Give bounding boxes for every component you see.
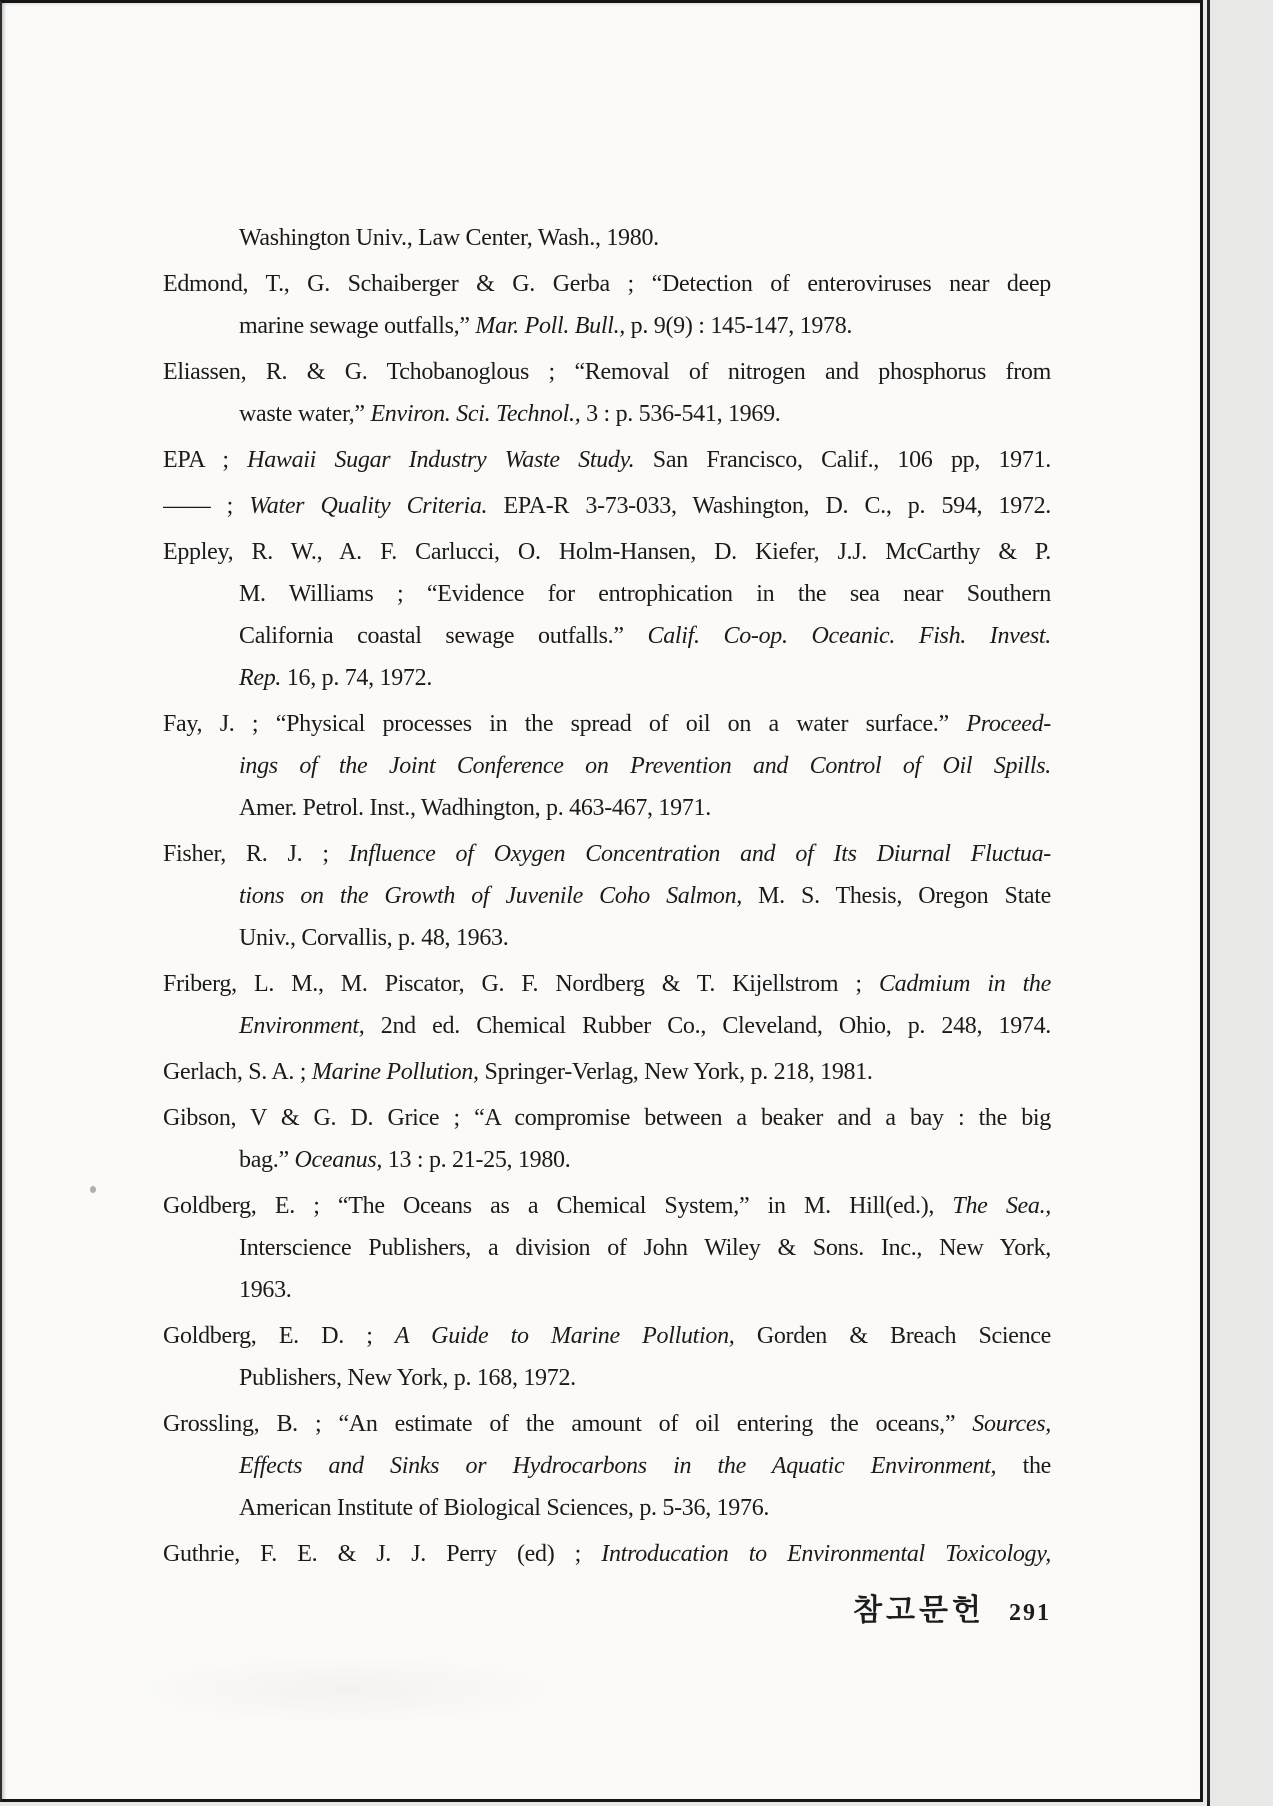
reference-title-run: Cadmium in the: [878, 971, 1051, 997]
reference-line: [163, 615, 1051, 657]
reference-text-run: 3 : p. 536-541, 1969.: [580, 401, 781, 427]
reference-text-run: California coastal sewage outfalls.”: [239, 623, 648, 649]
reference-title-run: The Sea.,: [952, 1193, 1051, 1219]
reference-title-run: Introducation to Environmental Toxicology,: [601, 1541, 1051, 1567]
reference-text-run: Gerlach, S. A. ;: [163, 1059, 312, 1085]
reference-line: [163, 1487, 1051, 1529]
page-edge-line: [1207, 0, 1210, 1806]
reference-title-run: Oceanus,: [294, 1147, 383, 1173]
reference-title-run: Water Quality Criteria.: [249, 493, 488, 519]
reference-line: [163, 351, 1051, 393]
reference-text-run: Fisher, R. J. ;: [163, 841, 349, 867]
reference-text-run: Goldberg, E. ; “The Oceans as a Chemical System,” in M. Hill(ed.),: [163, 1193, 953, 1219]
references-list: [163, 217, 1051, 1575]
reference-line: [163, 703, 1051, 745]
reference-title-run: Influence of Oxygen Concentration and of Its Diurnal Fluctua-: [348, 841, 1051, 867]
reference-line: [163, 833, 1051, 875]
reference-text-run: Univ., Corvallis, p. 48, 1963.: [239, 925, 509, 951]
reference-text-run: Amer. Petrol. Inst., Wadhington, p. 463-467, 1971.: [239, 795, 711, 821]
reference-line: [163, 1139, 1051, 1181]
reference-text-run: Publishers, New York, p. 168, 1972.: [239, 1365, 576, 1391]
reference-line: [163, 1051, 1051, 1093]
reference-line: [163, 1357, 1051, 1399]
reference-line: [163, 1445, 1051, 1487]
reference-line: [163, 963, 1051, 1005]
reference-text-run: 16, p. 74, 1972.: [281, 665, 433, 691]
reference-title-run: Environment,: [239, 1013, 365, 1039]
reference-text-run: p. 9(9) : 145-147, 1978.: [624, 313, 853, 339]
reference-text-run: Fay, J. ; “Physical processes in the spread of oil on a water surface.”: [163, 711, 967, 737]
reference-text-run: Friberg, L. M., M. Piscator, G. F. Nordberg & T. Kijellstrom ;: [163, 971, 879, 997]
footer-page-number: 291: [1009, 1600, 1051, 1626]
reference-title-run: Effects and Sinks or Hydrocarbons in the Aquatic Environment,: [239, 1453, 997, 1479]
reference-line: [163, 439, 1051, 481]
reference-line: [163, 393, 1051, 435]
reference-line: [163, 1269, 1051, 1311]
reference-line: [163, 1227, 1051, 1269]
reference-title-run: Proceed-: [966, 711, 1051, 737]
reference-text-run: —— ;: [163, 493, 250, 519]
reference-line: [163, 1315, 1051, 1357]
reference-text-run: M. S. Thesis, Oregon State: [742, 883, 1051, 909]
reference-text-run: 1963.: [239, 1277, 292, 1303]
reference-title-run: Environ. Sci. Technol.,: [370, 401, 581, 427]
reference-text-run: waste water,”: [239, 401, 371, 427]
reference-line: [163, 305, 1051, 347]
reference-text-run: EPA ;: [163, 447, 248, 473]
page-footer: [163, 1585, 1051, 1629]
reference-line: [163, 745, 1051, 787]
reference-line: [163, 485, 1051, 527]
reference-text-run: Washington Univ., Law Center, Wash., 1980.: [239, 225, 659, 251]
reference-title-run: Mar. Poll. Bull.,: [475, 313, 625, 339]
reference-line: [163, 217, 1051, 259]
reference-text-run: EPA-R 3-73-033, Washington, D. C., p. 594, 1972.: [487, 493, 1051, 519]
reference-text-run: Edmond, T., G. Schaiberger & G. Gerba ; “Detection of enteroviruses near deep: [163, 271, 1051, 297]
reference-title-run: tions on the Growth of Juvenile Coho Salmon,: [239, 883, 742, 909]
reference-text-run: M. Williams ; “Evidence for entrophication in the sea near Southern: [239, 581, 1051, 607]
scan-speck: [90, 1186, 96, 1193]
reference-line: [163, 1005, 1051, 1047]
reference-title-run: Rep.: [239, 665, 282, 691]
reference-title-run: Hawaii Sugar Industry Waste Study.: [247, 447, 635, 473]
reference-title-run: A Guide to Marine Pollution,: [394, 1323, 735, 1349]
reference-line: [163, 531, 1051, 573]
reference-title-run: Marine Pollution,: [311, 1059, 479, 1085]
reference-text-run: Gibson, V & G. D. Grice ; “A compromise between a beaker and a bay : the big: [163, 1105, 1051, 1131]
reference-text-run: Gorden & Breach Science: [734, 1323, 1051, 1349]
reference-text-run: marine sewage outfalls,”: [239, 313, 476, 339]
reference-line: [163, 263, 1051, 305]
reference-text-run: Springer-Verlag, New York, p. 218, 1981.: [478, 1059, 873, 1085]
reference-text-run: San Francisco, Calif., 106 pp, 1971.: [634, 447, 1051, 473]
reference-line: [163, 917, 1051, 959]
reference-line: [163, 1097, 1051, 1139]
footer-section-label: 참고문헌: [853, 1593, 985, 1628]
reference-line: [163, 875, 1051, 917]
reference-text-run: 13 : p. 21-25, 1980.: [382, 1147, 571, 1173]
reference-text-run: Eppley, R. W., A. F. Carlucci, O. Holm-Hansen, D. Kiefer, J.J. McCarthy & P.: [163, 539, 1051, 565]
reference-title-run: ings of the Joint Conference on Prevention and Control of Oil Spills.: [239, 753, 1051, 779]
reference-text-run: Eliassen, R. & G. Tchobanoglous ; “Removal of nitrogen and phosphorus from: [163, 359, 1051, 385]
reference-text-run: Guthrie, F. E. & J. J. Perry (ed) ;: [163, 1541, 602, 1567]
reference-title-run: Calif. Co-op. Oceanic. Fish. Invest.: [647, 623, 1051, 649]
reference-line: [163, 657, 1051, 699]
reference-line: [163, 787, 1051, 829]
reference-text-run: 2nd ed. Chemical Rubber Co., Cleveland, Ohio, p. 248, 1974.: [364, 1013, 1051, 1039]
reference-text-run: bag.”: [239, 1147, 295, 1173]
reference-line: [163, 1185, 1051, 1227]
reference-line: [163, 1403, 1051, 1445]
reference-text-run: Grossling, B. ; “An estimate of the amount of oil entering the oceans,”: [163, 1411, 973, 1437]
reference-text-run: the: [996, 1453, 1051, 1479]
reference-text-run: American Institute of Biological Sciences, p. 5-36, 1976.: [239, 1495, 770, 1521]
reference-text-run: Interscience Publishers, a division of John Wiley & Sons. Inc., New York,: [239, 1235, 1051, 1261]
reference-line: [163, 573, 1051, 615]
reference-line: [163, 1533, 1051, 1575]
reference-text-run: Goldberg, E. D. ;: [163, 1323, 395, 1349]
reference-title-run: Sources,: [972, 1411, 1051, 1437]
scan-smudge: [132, 1655, 562, 1725]
